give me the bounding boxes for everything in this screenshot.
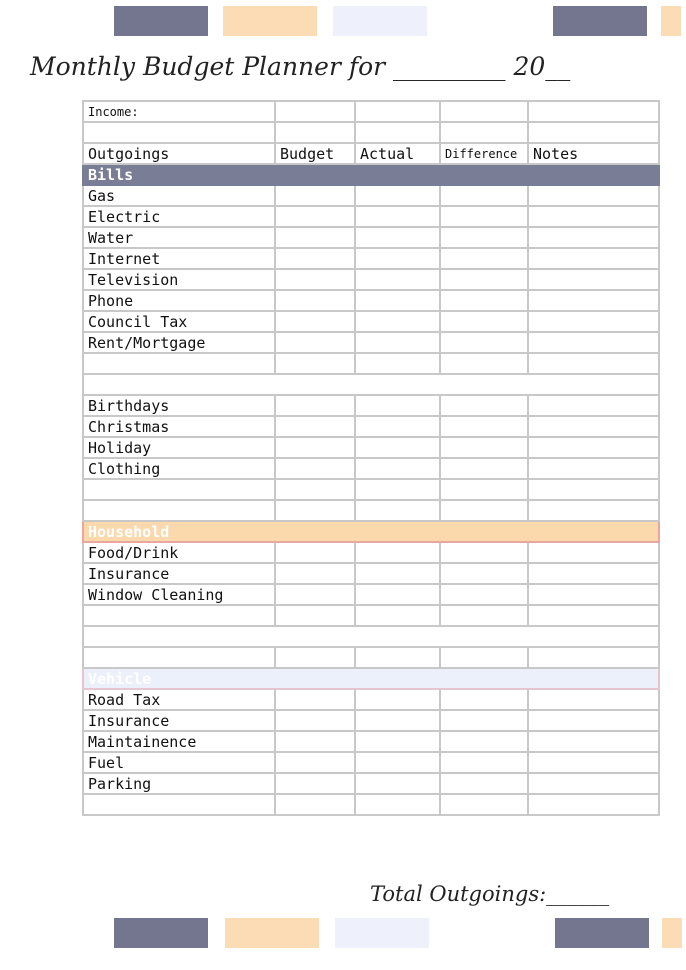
spacer-row (83, 374, 659, 395)
table-cell[interactable] (528, 332, 659, 353)
table-cell[interactable] (528, 458, 659, 479)
table-cell[interactable] (528, 605, 659, 626)
table-row (83, 290, 659, 311)
table-cell[interactable] (528, 584, 659, 605)
table-cell[interactable] (275, 122, 355, 143)
table-cell[interactable] (528, 752, 659, 773)
table-row (83, 605, 659, 626)
color-swatch (114, 918, 208, 948)
table-row (83, 542, 659, 563)
table-cell[interactable] (440, 101, 528, 122)
table-cell[interactable] (528, 122, 659, 143)
table-cell[interactable] (355, 353, 440, 374)
table-cell[interactable] (440, 332, 528, 353)
table-row (83, 773, 659, 794)
table-row (83, 416, 659, 437)
color-swatch (333, 6, 427, 36)
row-label: Council Tax (83, 311, 275, 332)
page-title: Monthly Budget Planner for _________ 20__ (30, 52, 571, 81)
table-cell[interactable] (275, 395, 355, 416)
table-cell[interactable] (440, 437, 528, 458)
table-cell[interactable] (440, 290, 528, 311)
table-row (83, 752, 659, 773)
table-cell[interactable] (440, 311, 528, 332)
row-label: Holiday (83, 437, 275, 458)
table-cell[interactable] (275, 290, 355, 311)
table-cell[interactable] (355, 500, 440, 521)
table-row (83, 647, 659, 668)
row-label: Water (83, 227, 275, 248)
table-cell[interactable] (275, 647, 355, 668)
table-cell[interactable] (275, 416, 355, 437)
table-cell[interactable] (355, 101, 440, 122)
row-label: Parking (83, 773, 275, 794)
table-row (83, 122, 659, 143)
table-row (83, 689, 659, 710)
table-cell[interactable] (440, 731, 528, 752)
color-swatch (335, 918, 429, 948)
row-label: Food/Drink (83, 542, 275, 563)
color-swatch (553, 6, 647, 36)
row-label: Internet (83, 248, 275, 269)
table-cell[interactable] (528, 395, 659, 416)
table-cell[interactable] (275, 311, 355, 332)
header-difference: Difference (440, 143, 528, 164)
table-cell[interactable] (440, 248, 528, 269)
spacer-cell (83, 626, 659, 647)
table-cell[interactable] (440, 542, 528, 563)
table-cell[interactable] (275, 605, 355, 626)
table-cell[interactable] (528, 353, 659, 374)
table-cell[interactable] (355, 290, 440, 311)
row-label: Insurance (83, 563, 275, 584)
table-cell[interactable] (275, 437, 355, 458)
table-cell[interactable] (83, 794, 275, 815)
table-row (83, 269, 659, 290)
table-cell[interactable] (528, 416, 659, 437)
table-row (83, 458, 659, 479)
row-label: Electric (83, 206, 275, 227)
table-cell[interactable] (528, 437, 659, 458)
table-row (83, 500, 659, 521)
color-swatch (662, 918, 682, 948)
table-cell[interactable] (275, 752, 355, 773)
color-swatch (555, 918, 649, 948)
row-label: Maintainence (83, 731, 275, 752)
table-cell[interactable] (275, 773, 355, 794)
table-cell[interactable] (355, 269, 440, 290)
table-cell[interactable] (275, 248, 355, 269)
table-cell[interactable] (528, 185, 659, 206)
table-cell[interactable] (275, 332, 355, 353)
table-cell[interactable] (355, 584, 440, 605)
table-row (83, 710, 659, 731)
household-rows (83, 542, 659, 605)
header-outgoings: Outgoings (83, 143, 275, 164)
row-label: Fuel (83, 752, 275, 773)
table-cell[interactable] (275, 794, 355, 815)
table-cell[interactable] (275, 227, 355, 248)
table-cell[interactable] (83, 353, 275, 374)
table-cell[interactable] (528, 731, 659, 752)
table-cell[interactable] (355, 689, 440, 710)
table-cell[interactable] (528, 542, 659, 563)
table-row (83, 479, 659, 500)
table-cell[interactable] (275, 689, 355, 710)
section-bills (83, 164, 659, 185)
table-cell[interactable] (355, 416, 440, 437)
table-cell[interactable] (440, 584, 528, 605)
table-cell[interactable] (275, 206, 355, 227)
bills-rows (83, 185, 659, 353)
table-row (83, 353, 659, 374)
section-household-label: Household (83, 521, 659, 542)
table-cell[interactable] (355, 437, 440, 458)
vehicle-rows (83, 689, 659, 794)
table-cell[interactable] (355, 647, 440, 668)
table-cell[interactable] (440, 479, 528, 500)
table-cell[interactable] (275, 185, 355, 206)
table-row (83, 332, 659, 353)
table-cell[interactable] (355, 311, 440, 332)
table-cell[interactable] (440, 122, 528, 143)
table-cell[interactable] (83, 605, 275, 626)
table-cell[interactable] (83, 479, 275, 500)
table-cell[interactable] (440, 647, 528, 668)
table-cell[interactable] (355, 542, 440, 563)
table-cell[interactable] (528, 563, 659, 584)
table-cell[interactable] (355, 479, 440, 500)
table-cell[interactable] (440, 269, 528, 290)
row-label: Television (83, 269, 275, 290)
table-cell[interactable] (275, 584, 355, 605)
table-cell[interactable] (528, 248, 659, 269)
table-cell[interactable] (355, 185, 440, 206)
total-outgoings-label: Total Outgoings:______ (370, 882, 610, 906)
spacer-cell (83, 374, 659, 395)
table-cell[interactable] (83, 122, 275, 143)
color-swatch (223, 6, 317, 36)
table-cell[interactable] (528, 101, 659, 122)
table-row (83, 185, 659, 206)
table-cell[interactable] (528, 290, 659, 311)
section-vehicle-label: Vehicle (83, 668, 659, 689)
table-cell[interactable] (440, 752, 528, 773)
table-cell[interactable] (355, 122, 440, 143)
table-cell[interactable] (355, 248, 440, 269)
table-cell[interactable] (275, 269, 355, 290)
table-cell[interactable] (440, 605, 528, 626)
table-cell[interactable] (440, 500, 528, 521)
table-cell[interactable] (83, 647, 275, 668)
table-row (83, 101, 659, 122)
table-cell[interactable] (275, 710, 355, 731)
table-cell[interactable] (440, 206, 528, 227)
table-row (83, 227, 659, 248)
table-cell[interactable] (440, 416, 528, 437)
table-cell[interactable] (440, 353, 528, 374)
table-row (83, 731, 659, 752)
table-row (83, 563, 659, 584)
table-cell[interactable] (528, 647, 659, 668)
row-label: Phone (83, 290, 275, 311)
table-cell[interactable] (355, 794, 440, 815)
header-row (83, 143, 659, 164)
row-label: Road Tax (83, 689, 275, 710)
color-swatch (661, 6, 681, 36)
table-row (83, 206, 659, 227)
table-cell[interactable] (355, 605, 440, 626)
table-cell[interactable] (440, 773, 528, 794)
table-row (83, 584, 659, 605)
row-label: Christmas (83, 416, 275, 437)
income-label: Income: (83, 101, 275, 122)
table-cell[interactable] (528, 500, 659, 521)
table-cell[interactable] (355, 563, 440, 584)
table-cell[interactable] (528, 227, 659, 248)
section-vehicle (83, 668, 659, 689)
table-cell[interactable] (440, 185, 528, 206)
table-cell[interactable] (528, 206, 659, 227)
table-cell[interactable] (275, 731, 355, 752)
table-cell[interactable] (528, 794, 659, 815)
row-label: Rent/Mortgage (83, 332, 275, 353)
table-row (83, 311, 659, 332)
table-cell[interactable] (355, 731, 440, 752)
section-household (83, 521, 659, 542)
table-cell[interactable] (440, 227, 528, 248)
table-cell[interactable] (275, 500, 355, 521)
color-swatch (114, 6, 208, 36)
row-label: Insurance (83, 710, 275, 731)
row-label: Birthdays (83, 395, 275, 416)
table-cell[interactable] (355, 395, 440, 416)
table-cell[interactable] (440, 395, 528, 416)
table-cell[interactable] (275, 101, 355, 122)
header-actual: Actual (355, 143, 440, 164)
table-cell[interactable] (355, 206, 440, 227)
occasion-rows (83, 395, 659, 479)
color-swatch (225, 918, 319, 948)
table-cell[interactable] (528, 311, 659, 332)
table-cell[interactable] (528, 689, 659, 710)
table-row (83, 395, 659, 416)
table-cell[interactable] (275, 563, 355, 584)
table-cell[interactable] (83, 500, 275, 521)
spacer-row (83, 626, 659, 647)
row-label: Window Cleaning (83, 584, 275, 605)
table-cell[interactable] (275, 458, 355, 479)
section-bills-label: Bills (83, 164, 659, 185)
row-label: Clothing (83, 458, 275, 479)
table-cell[interactable] (440, 689, 528, 710)
table-cell[interactable] (275, 479, 355, 500)
table-cell[interactable] (440, 563, 528, 584)
table-row (83, 794, 659, 815)
table-cell[interactable] (355, 752, 440, 773)
table-cell[interactable] (440, 458, 528, 479)
header-budget: Budget (275, 143, 355, 164)
table-cell[interactable] (528, 710, 659, 731)
table-cell[interactable] (528, 479, 659, 500)
table-cell[interactable] (440, 794, 528, 815)
table-cell[interactable] (528, 773, 659, 794)
table-cell[interactable] (275, 542, 355, 563)
table-cell[interactable] (355, 773, 440, 794)
table-cell[interactable] (355, 227, 440, 248)
budget-table (82, 100, 660, 816)
table-cell[interactable] (275, 353, 355, 374)
table-cell[interactable] (355, 710, 440, 731)
table-cell[interactable] (528, 269, 659, 290)
header-notes: Notes (528, 143, 659, 164)
table-row (83, 437, 659, 458)
table-cell[interactable] (440, 710, 528, 731)
table-row (83, 248, 659, 269)
row-label: Gas (83, 185, 275, 206)
table-cell[interactable] (355, 332, 440, 353)
table-cell[interactable] (355, 458, 440, 479)
